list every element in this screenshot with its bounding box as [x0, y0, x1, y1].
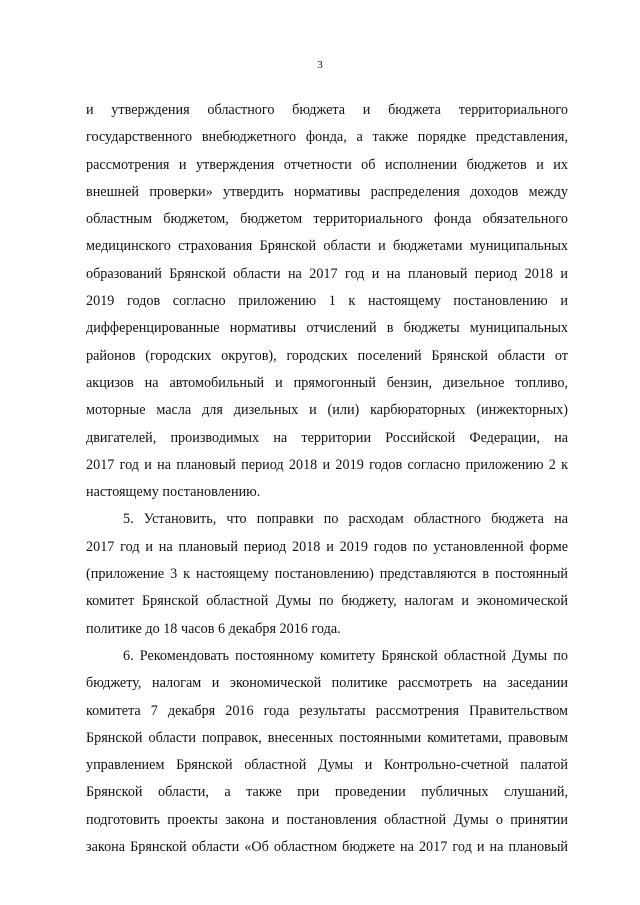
text-line: 2017 год и на плановый период 2018 и 2019 годов по установленной форме [86, 538, 568, 555]
text-line: образований Брянской области на 2017 год и на плановый период 2018 и [86, 265, 568, 282]
text-line: управлением Брянской областной Думы и Контрольно-счетной палатой [86, 757, 568, 774]
text-line: 2019 годов согласно приложению 1 к настоящему постановлению и [86, 293, 568, 310]
paragraph-item-5 [86, 506, 568, 642]
text-line: политике до 18 часов 6 декабря 2016 года. [86, 620, 341, 637]
body-text [86, 97, 568, 861]
text-line: закона Брянской области «Об областном бюджете на 2017 год и на плановый [86, 839, 568, 856]
text-line: рассмотрения и утверждения отчетности об исполнении бюджетов и их [86, 156, 568, 173]
text-line: комитета 7 декабря 2016 года результаты рассмотрения Правительством [86, 702, 568, 719]
paragraph-continuation [86, 97, 568, 506]
text-line: 6. Рекомендовать постоянному комитету Брянской областной Думы по [123, 647, 568, 664]
text-line: государственного внебюджетного фонда, а также порядке представления, [86, 129, 568, 146]
text-line: акцизов на автомобильный и прямогонный бензин, дизельное топливо, [86, 374, 568, 391]
text-line: моторные масла для дизельных и (или) карбюраторных (инжекторных) [86, 402, 568, 419]
text-line: (приложение 3 к настоящему постановлению) представляются в постоянный [86, 566, 568, 583]
text-line: Брянской области, а также при проведении публичных слушаний, [86, 784, 568, 801]
text-line: дифференцированные нормативы отчислений в бюджеты муниципальных [86, 320, 568, 337]
text-line: комитет Брянской областной Думы по бюджету, налогам и экономической [86, 593, 568, 610]
text-line: Брянской области поправок, внесенных постоянными комитетами, правовым [86, 729, 568, 746]
text-line: медицинского страхования Брянской области и бюджетами муниципальных [86, 238, 568, 255]
text-line: областным бюджетом, бюджетом территориального фонда обязательного [86, 211, 568, 228]
text-line: районов (городских округов), городских поселений Брянской области от [86, 347, 568, 364]
paragraph-item-6 [86, 643, 568, 861]
text-line: двигателей, производимых на территории Российской Федерации, на [86, 429, 568, 446]
text-line: и утверждения областного бюджета и бюджета территориального [86, 102, 568, 118]
page-number: 3 [317, 59, 323, 71]
text-line: 2017 год и на плановый период 2018 и 2019 годов согласно приложению 2 к [86, 456, 568, 473]
text-line: бюджету, налогам и экономической политике рассмотреть на заседании [86, 675, 568, 692]
text-line: внешней проверки» утвердить нормативы распределения доходов между [86, 183, 568, 200]
text-line: 5. Установить, что поправки по расходам областного бюджета на [123, 511, 568, 528]
text-line: подготовить проекты закона и постановления областной Думы о принятии [86, 811, 568, 828]
text-line: настоящему постановлению. [86, 484, 261, 501]
